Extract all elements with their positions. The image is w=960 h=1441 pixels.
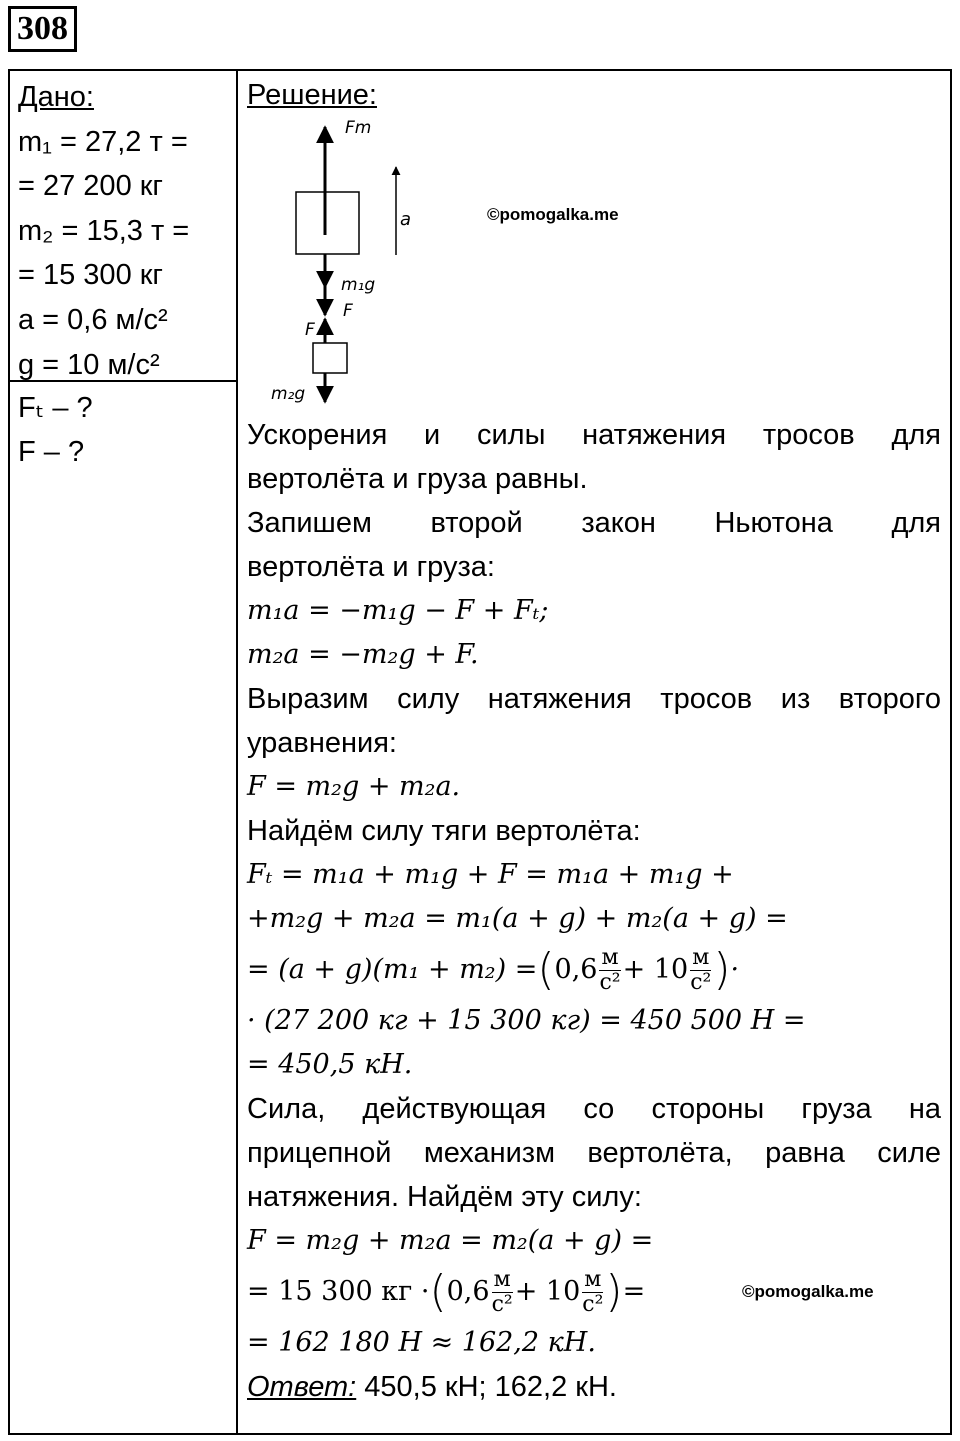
fm-label: Fm bbox=[345, 118, 372, 138]
equation-part: 0,6 bbox=[446, 1276, 490, 1307]
answer-label: Ответ: bbox=[247, 1371, 357, 1403]
equation: Fₜ = m₁a + m₁g + F = m₁a + m₁g + bbox=[247, 859, 734, 890]
text-line: Найдём силу тяги вертолёта: bbox=[247, 815, 641, 847]
equation-part: 0,6 bbox=[554, 954, 598, 985]
equation: = 162 180 Н ≈ 162,2 кН. bbox=[247, 1327, 596, 1358]
given-m2-converted: = 15 300 кг bbox=[18, 259, 164, 292]
solution-title: Решение: bbox=[247, 79, 377, 111]
find-f: F – ? bbox=[18, 436, 85, 468]
find-section bbox=[18, 386, 93, 474]
given-gravity: g = 10 м/с² bbox=[18, 348, 160, 381]
paren-open: ( bbox=[537, 944, 555, 995]
equation-part: = (a + g)(m₁ + m₂) = bbox=[247, 954, 538, 985]
a-label: a bbox=[400, 209, 412, 230]
answer-text: 450,5 кН; 162,2 кН. bbox=[356, 1371, 617, 1403]
text-line: Выразим силу натяжения тросов из второго bbox=[247, 683, 941, 715]
f-up-label: F bbox=[305, 320, 315, 340]
given-section bbox=[18, 75, 189, 387]
equation: F = m₂g + m₂a = m₂(a + g) = bbox=[247, 1225, 654, 1256]
watermark: ©pomogalka.me bbox=[487, 205, 619, 224]
equation-part: = 15 300 кг · bbox=[247, 1276, 430, 1307]
unit-fraction: $\frac{м}{\text{с²}}$ bbox=[491, 1266, 513, 1317]
force-diagram bbox=[265, 115, 445, 410]
text-line: натяжения. Найдём эту силу: bbox=[247, 1181, 642, 1213]
answer-line bbox=[247, 1365, 941, 1409]
watermark: ©pomogalka.me bbox=[742, 1282, 874, 1301]
text-line: Сила, действующая со стороны груза на bbox=[247, 1093, 941, 1125]
equation: m₂a = −m₂g + F. bbox=[247, 639, 479, 670]
equation-part: + 10 bbox=[514, 1276, 581, 1307]
text-line: уравнения: bbox=[247, 727, 397, 759]
paren-close: ) bbox=[713, 944, 731, 995]
text-line: вертолёта и груза равны. bbox=[247, 463, 588, 495]
m2g-label: m₂g bbox=[271, 384, 306, 404]
unit-fraction: $\frac{м}{\text{с²}}$ bbox=[690, 944, 712, 995]
given-acceleration: a = 0,6 м/с² bbox=[18, 303, 168, 336]
find-ft: Fₜ – ? bbox=[18, 392, 93, 424]
solution-body bbox=[247, 413, 941, 1409]
column-divider bbox=[236, 69, 238, 1435]
given-m1: m₁ = 27,2 т = bbox=[18, 125, 188, 158]
text-line: прицепной механизм вертолёта, равна силе bbox=[247, 1137, 941, 1169]
given-m2: m₂ = 15,3 т = bbox=[18, 214, 190, 247]
equation-part: · bbox=[730, 954, 740, 985]
text-line: вертолёта и груза: bbox=[247, 551, 495, 583]
f-down-label: F bbox=[343, 301, 353, 321]
unit-fraction: $\frac{м}{\text{с²}}$ bbox=[582, 1266, 604, 1317]
problem-number: 308 bbox=[8, 6, 77, 52]
helicopter-block bbox=[296, 192, 359, 254]
text-line: Запишем второй закон Ньютона для bbox=[247, 507, 941, 539]
equation-part: + 10 bbox=[622, 954, 689, 985]
paren-open: ( bbox=[429, 1266, 447, 1317]
given-m1-converted: = 27 200 кг bbox=[18, 170, 164, 203]
equation-part: = bbox=[622, 1276, 646, 1307]
m1g-label: m₁g bbox=[341, 275, 376, 295]
text-line: Ускорения и силы натяжения тросов для bbox=[247, 419, 941, 451]
equation: +m₂g + m₂a = m₁(a + g) + m₂(a + g) = bbox=[247, 903, 788, 934]
equation: m₁a = −m₁g − F + Fₜ; bbox=[247, 595, 549, 626]
equation: · (27 200 кг + 15 300 кг) = 450 500 Н = bbox=[247, 1005, 806, 1036]
unit-fraction: $\frac{м}{\text{с²}}$ bbox=[599, 944, 621, 995]
cargo-block bbox=[313, 343, 347, 373]
equation-with-fractions bbox=[247, 941, 941, 999]
given-title: Дано: bbox=[18, 81, 94, 113]
equation: = 450,5 кН. bbox=[247, 1049, 413, 1080]
equation: F = m₂g + m₂a. bbox=[247, 771, 461, 802]
paren-close: ) bbox=[605, 1266, 623, 1317]
